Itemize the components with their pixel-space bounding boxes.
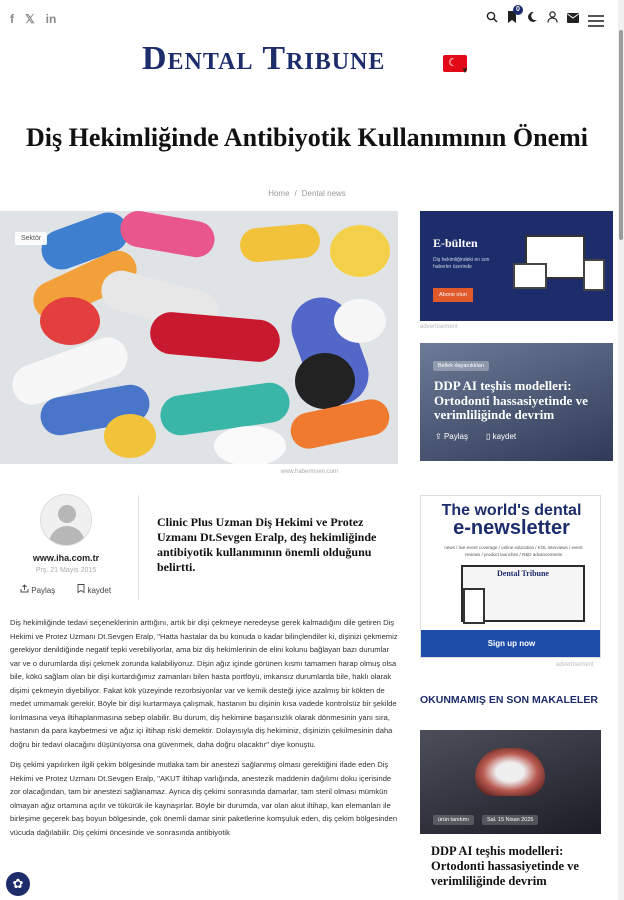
sign-up-button[interactable]: Sign up now [421,630,601,657]
scrollbar[interactable] [618,0,624,900]
breadcrumb-dental-news[interactable]: Dental news [301,189,346,198]
page-title: Diş Hekimliğinde Antibiyotik Kullanımının Önemi [25,123,588,152]
dark-mode-icon[interactable] [526,11,538,27]
latest-article-title[interactable]: DDP AI teşhis modelleri: Ortodonti hassasiyetinde ve verimliliğinde devrim [431,844,579,888]
featured-article-card[interactable] [420,343,613,461]
category-tag[interactable]: ürün tanıtımı [433,815,474,825]
ebulten-description: Diş hekimliğindeki en son haberler üzerinde [433,257,490,270]
search-icon[interactable] [486,11,498,27]
save-label: kaydet [492,432,517,441]
author-source[interactable]: www.iha.com.tr [32,553,100,563]
ebulten-heading: E-bülten [433,236,478,250]
bookmark-count-badge: 0 [513,5,523,15]
article-paragraph: Diş hekimliğinde tedavi seçeneklerinin arttığını, artık bir dişi çekmeye neredeyse gerek kalmadığını dile getiren Diş Hekimi ve Protez Uzmanı Dt.Sevgen Eralp, "Hatta hastalar da bu konuda o kadar bilinçlendiler ki, dişinizi çekmemiz gerekiyor denildiğinde negatif tepki verebiliyorlar, ama biz diş hekimlerinin de elini kolunu bağlayan bazı durumlar var ve o durumlarda dişi çekmek zorunda kalabiliyoruz. Dişin ağız içinde görünen kısmı tamamen harap olmuş olsa bile, kökü sağlam olan bir dişi kurtardığımız zamanları bilen hasta portföyü, imkansız durumlarda bile, haklı olarak dişimi çekmeyin diyebiliyor. Fakat kök yüzeyinde rezorbsiyonlar var ve kemik desteği iyice azalmış bir kökten de medet ummamak gerekir. Böyle bir dişi kurtarmaya çalışmak, hastanın bu dişinin kısa vadede kontrolsüz bir şekilde kırılmasına veya iltihaplanmasına sebep olabilir. Bu durum, diş hekimine başarısızlık olarak dönmesinin yanı sıra, hastanın da para kaybetmesi ve ağız içi iltihap riski demektir. Dolayısıyla diş hekiminiz, dişinizin çekilmesinin daha doğru bir tedavi olacağını düşünüyorsa ona güvenmek, daha doğru olacaktır" diye konuştu. [10,618,398,749]
newsletter-ad[interactable] [420,495,601,658]
chevron-down-icon[interactable]: ▼ [461,66,469,75]
laptop-illustration [513,263,547,289]
article-lead: Clinic Plus Uzman Diş Hekimi ve Protez Uzmanı Dt.Sevgen Eralp, deş hekimliğinde antibiyotik kullanımının önemli olduğunu belirtti. [157,515,377,574]
breadcrumb: Home / Dental news [268,189,346,198]
latest-article-image[interactable] [420,730,601,834]
category-tag[interactable]: Bellek dayanıklıları [433,361,489,371]
x-twitter-icon[interactable]: 𝕏 [25,12,35,26]
card-title[interactable]: DDP AI teşhis modelleri: Ortodonti hassasiyetinde ve verimliliğinde devrim [434,378,588,422]
facebook-icon[interactable]: f [10,12,14,26]
unread-articles-heading: OKUNMAMIŞ EN SON MAKALELER [420,694,598,706]
email-icon[interactable] [567,11,579,27]
header-tools [486,6,604,27]
ad-panel-logo: Dental Tribune [497,569,549,578]
top-bar [0,0,624,38]
share-label: Paylaş [31,586,56,595]
share-button[interactable]: ⇪ Paylaş [435,432,468,441]
turkey-flag-icon[interactable]: ☾ [443,55,467,72]
breadcrumb-home[interactable]: Home [268,189,290,198]
card-actions [435,432,516,441]
publish-date: Prş. 21 Mayıs 2015 [35,567,97,574]
menu-icon[interactable] [588,15,604,27]
user-icon[interactable] [547,11,558,27]
article-hero-image [0,211,398,464]
share-button[interactable] [20,584,55,595]
save-button[interactable] [77,584,111,595]
author-avatar [40,494,92,546]
tablet-illustration [583,259,605,291]
linkedin-icon[interactable]: in [45,12,57,26]
site-logo[interactable]: Dental Tribune [142,40,386,77]
dental-model-illustration [475,748,545,796]
bookmarks-icon[interactable] [507,6,520,27]
image-credit: www.habermsen.com [280,469,338,475]
social-links [10,12,56,26]
ebulten-banner[interactable] [420,211,613,321]
article-date: Sal. 15 Nisan 2025 [482,815,538,825]
bookmark-icon [77,584,85,593]
advertisement-label: advertisement [556,662,594,668]
category-tag[interactable]: Sektör [15,232,47,245]
article-actions [20,584,111,595]
ad-description: news / live event coverage / online education / KOL interviews / event reviews / product launches / R&D advancements [444,545,583,557]
ad-headline-1: The world's dental [441,502,582,519]
ad-phone-illustration [463,588,485,624]
pills-illustration [0,211,398,464]
cookie-settings-icon[interactable]: ✿ [6,872,30,896]
subscribe-button[interactable]: Abone olun [433,288,473,302]
advertisement-label: advertisement [420,324,458,330]
scrollbar-thumb[interactable] [619,30,623,240]
ad-headline-2: e-newsletter [453,517,570,539]
article-body [10,616,398,846]
article-paragraph: Diş çekimi yapılırken ilgili çekim bölgesinde mutlaka tam bir anestezi sağlanmış olması gerektiğini ifade eden Diş Hekimi ve Protez Uzmanı Dt.Sevgen Eralp, "AKUT iltihap varlığında, anestezik maddenin dağılımı doku içerisinde zor olacağından, tam bir anestezi sağlanamaz. Ayrıca diş çekimi sonrasında damarlar, tam steril olması mümkün olmayan ağız ortamına açılır ve tükürük ile kaynaşırlar. Böyle bir durumda, var olan akut iltihap, kan elemanları ile birleşime geçerek baş boyun bölgesinde, çok önemli damar sinir paketlerine komşuluk eden, diş çekim bölgesinden vücuda dağılabilir. Diş çekimi öncesinde ve sonrasında antibiyotik [10,760,398,837]
share-label: Paylaş [443,432,468,441]
save-button[interactable]: ▯ kaydet [485,432,517,441]
share-icon [20,584,29,593]
save-label: kaydet [87,586,112,595]
divider [138,495,139,600]
